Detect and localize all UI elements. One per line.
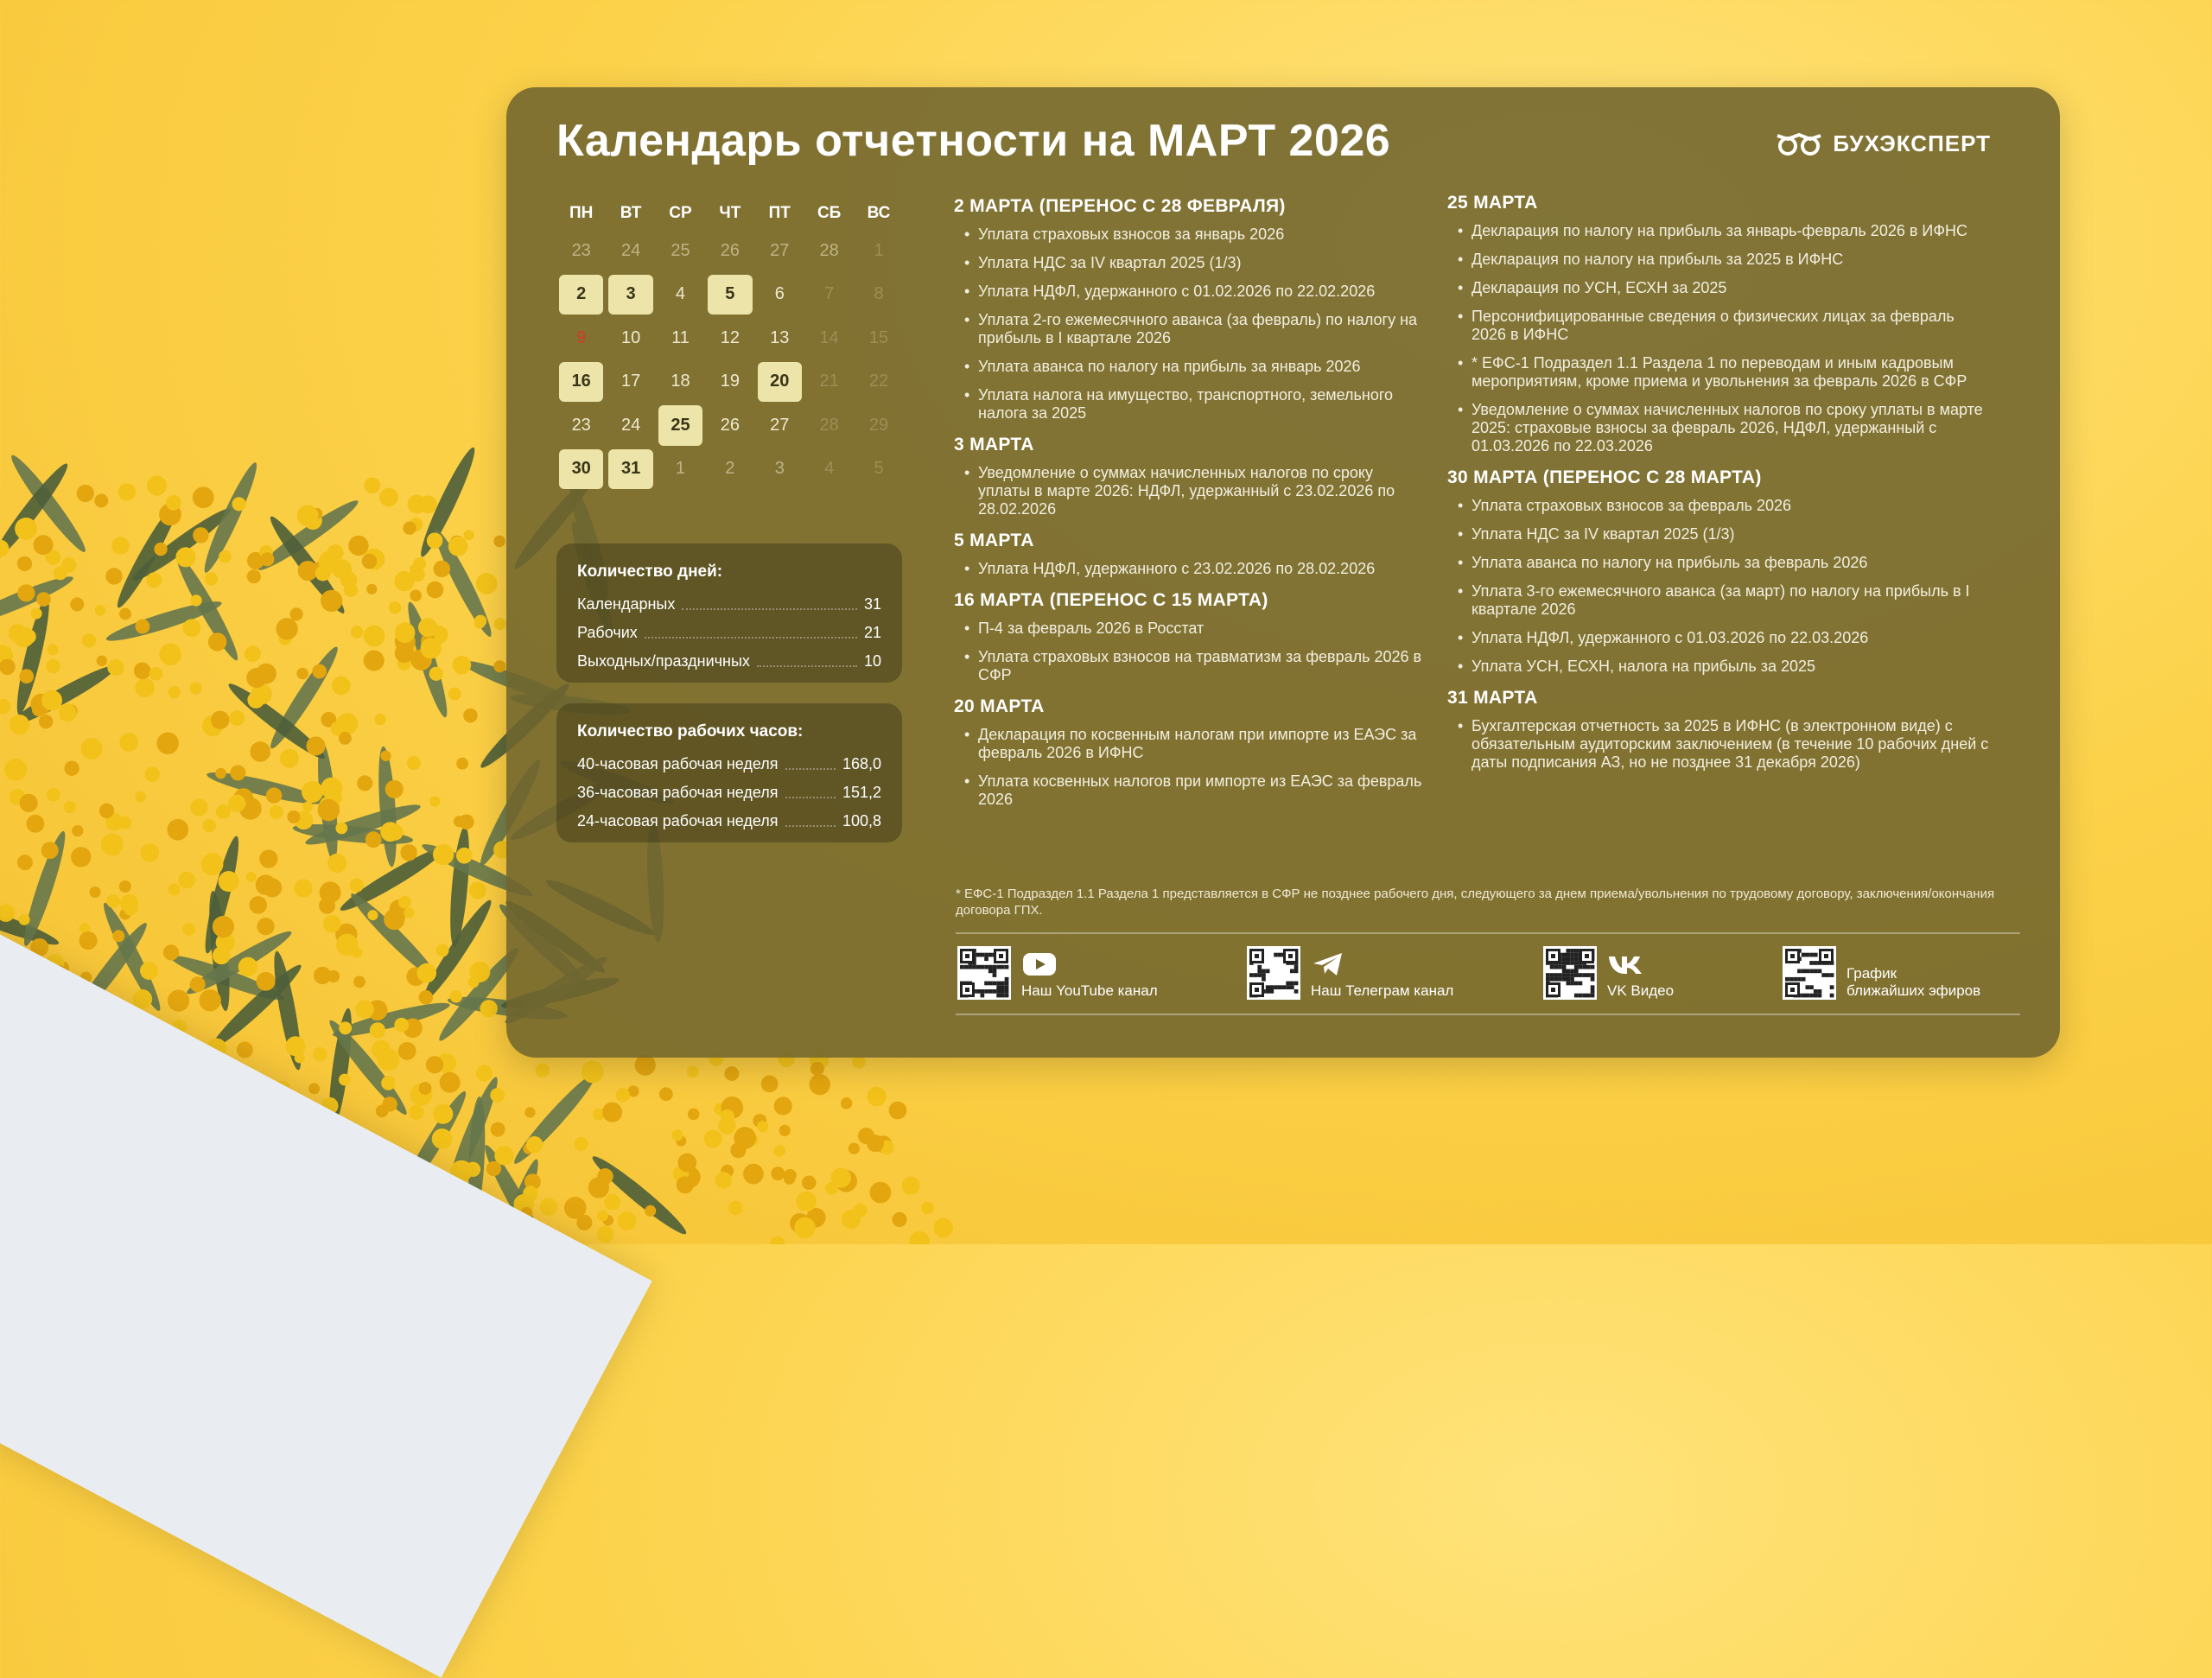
calendar-week-row: [556, 404, 909, 448]
calendar-day: 23: [571, 415, 591, 435]
deadline-item: • П-4 за февраль 2026 в Росстат: [954, 620, 1425, 638]
days-count-row: [577, 590, 881, 619]
deadline-item: • Уплата страховых взносов за январь 2026: [954, 226, 1425, 244]
row-value: 31: [863, 595, 881, 613]
row-label: Рабочих: [577, 624, 638, 641]
qr-code-icon: [1543, 946, 1597, 1000]
calendar-week-row: [556, 229, 909, 273]
deadline-item: • Уплата НДФЛ, удержанного с 01.02.2026 по 22.02.2026: [954, 283, 1425, 301]
weekday-label: ПТ: [768, 204, 791, 222]
calendar-day: 19: [720, 372, 740, 391]
deadline-item: • Уплата налога на имущество, транспортного, земельного налога за 2025: [954, 386, 1425, 423]
weekday-label: ПН: [569, 204, 594, 222]
work-hours-box: [556, 703, 902, 842]
vk-video-link[interactable]: [1543, 946, 1674, 1000]
row-label: Выходных/праздничных: [577, 652, 750, 670]
weekday-header: [556, 198, 909, 229]
telegram-label: Наш Телеграм канал: [1311, 982, 1454, 999]
calendar-day-deadline: 5: [708, 275, 752, 315]
calendar-panel: [506, 87, 2060, 1058]
youtube-link[interactable]: [957, 946, 1158, 1000]
deadline-item: • Уплата НДФЛ, удержанного с 01.03.2026 по 22.03.2026: [1447, 629, 1992, 647]
calendar-day: 29: [868, 415, 889, 435]
deadline-item: • Декларация по налогу на прибыль за январь-февраль 2026 в ИФНС: [1447, 222, 1992, 240]
calendar-day: 24: [620, 415, 641, 435]
row-label: 36-часовая рабочая неделя: [577, 784, 779, 801]
deadline-date-heading: 25 МАРТА: [1447, 193, 1538, 213]
calendar-day: 25: [671, 240, 690, 260]
calendar-day: 27: [770, 240, 790, 260]
days-count-row: [577, 647, 881, 676]
calendar-day: 24: [620, 240, 641, 260]
calendar-week-row: [556, 360, 909, 404]
calendar-day: 21: [819, 372, 839, 391]
deadline-item: • Уплата НДФЛ, удержанного с 23.02.2026 по 28.02.2026: [954, 560, 1425, 578]
deadline-list: [954, 620, 1425, 684]
telegram-link[interactable]: [1247, 946, 1453, 1000]
vk-icon: [1607, 951, 1643, 977]
deadlines-column-left: [954, 196, 1425, 821]
divider: [956, 1014, 2020, 1015]
row-value: 100,8: [842, 812, 881, 829]
brand-logo: [1776, 130, 1991, 157]
row-label: 40-часовая рабочая неделя: [577, 755, 779, 772]
deadline-item: • Уплата НДС за IV квартал 2025 (1/3): [954, 254, 1425, 272]
deadlines-column-right: [1447, 193, 1992, 784]
deadline-item: • Уплата косвенных налогов при импорте из ЕАЭС за февраль 2026: [954, 772, 1425, 809]
youtube-label: Наш YouTube канал: [1021, 982, 1158, 999]
divider: [956, 932, 2020, 934]
calendar-day: 23: [571, 240, 591, 260]
weekday-label: СР: [669, 204, 692, 222]
calendar-day: 17: [620, 372, 641, 391]
deadline-date-heading: 16 МАРТА (ПЕРЕНОС С 15 МАРТА): [954, 590, 1268, 610]
qr-code-icon: [957, 946, 1011, 1000]
days-count-box: [556, 543, 902, 683]
deadline-item: • Уведомление о суммах начисленных налогов по сроку уплаты в марте 2025: страховые взносы за февраль 2026, НДФЛ, удержанный с 01.03.2026 по 22.03.2026: [1447, 401, 1992, 455]
calendar-day: 13: [770, 327, 790, 347]
deadline-item: • Уплата 3-го ежемесячного аванса (за март) по налогу на прибыль в I квартале 2026: [1447, 582, 1992, 619]
deadline-date-heading: 3 МАРТА: [954, 435, 1034, 454]
deadline-date-heading: 20 МАРТА: [954, 696, 1045, 716]
deadline-item: • Декларация по УСН, ЕСХН за 2025: [1447, 279, 1992, 297]
schedule-label-line1: График: [1847, 965, 1897, 982]
calendar-day: 9: [576, 327, 587, 347]
deadline-list: [954, 226, 1425, 423]
row-value: 10: [863, 652, 881, 670]
deadline-date-heading: 30 МАРТА (ПЕРЕНОС С 28 МАРТА): [1447, 467, 1762, 487]
brand-name: БУХЭКСПЕРТ: [1833, 130, 1991, 156]
deadline-list: [954, 560, 1425, 578]
deadline-date-heading: 31 МАРТА: [1447, 688, 1538, 708]
footnote: * ЕФС-1 Подраздел 1.1 Раздела 1 представляется в СФР не позднее рабочего дня, следующего за днем приема/увольнения по трудовому договору, заключения/окончания договора ГПХ.: [956, 887, 1995, 918]
days-count-row: [577, 619, 881, 647]
schedule-link[interactable]: [1783, 946, 1980, 1000]
calendar-day: 28: [819, 240, 839, 260]
calendar-day: 15: [868, 327, 889, 347]
youtube-icon: [1021, 951, 1058, 977]
calendar-week-row: [556, 273, 909, 317]
calendar-day: 4: [824, 459, 835, 479]
calendar-day-deadline: 30: [559, 449, 603, 490]
calendar-day-deadline: 2: [559, 275, 603, 315]
calendar-day: 6: [774, 284, 785, 304]
calendar-day: 1: [874, 240, 884, 260]
owl-logo-icon: [1776, 132, 1822, 156]
month-calendar: [556, 198, 909, 491]
calendar-day-deadline: 3: [608, 275, 652, 315]
calendar-day-deadline: 31: [608, 449, 652, 490]
row-label: 24-часовая рабочая неделя: [577, 812, 779, 829]
deadline-item: • * ЕФС-1 Подраздел 1.1 Раздела 1 по переводам и иным кадровым мероприятиям, кроме приема и увольнения за февраль 2026 в СФР: [1447, 354, 1992, 391]
calendar-day: 8: [874, 284, 884, 304]
calendar-day: 12: [720, 327, 740, 347]
calendar-day: 27: [770, 415, 790, 435]
deadline-date-heading: 5 МАРТА: [954, 531, 1034, 550]
row-label: Календарных: [577, 595, 676, 613]
deadline-item: • Уплата аванса по налогу на прибыль за февраль 2026: [1447, 554, 1992, 572]
calendar-week-row: [556, 448, 909, 492]
deadline-item: • Декларация по налогу на прибыль за 2025 в ИФНС: [1447, 251, 1992, 269]
calendar-day: 26: [720, 415, 740, 435]
days-count-title: Количество дней:: [577, 563, 723, 581]
work-hours-row: [577, 779, 881, 807]
deadline-item: • Уплата аванса по налогу на прибыль за январь 2026: [954, 358, 1425, 376]
calendar-day: 18: [671, 372, 690, 391]
calendar-day: 4: [675, 284, 686, 304]
deadline-list: [1447, 497, 1992, 676]
deadline-list: [954, 726, 1425, 809]
calendar-day: 3: [774, 459, 785, 479]
calendar-day-deadline: 20: [758, 362, 802, 403]
calendar-day: 11: [671, 327, 690, 347]
work-hours-title: Количество рабочих часов:: [577, 722, 804, 740]
weekday-label: ВТ: [620, 204, 642, 222]
deadline-item: • Уплата 2-го ежемесячного аванса (за февраль) по налогу на прибыль в I квартале 2026: [954, 311, 1425, 347]
vk-label: VK Видео: [1607, 982, 1675, 999]
telegram-icon: [1311, 951, 1347, 977]
calendar-day: 7: [824, 284, 835, 304]
qr-code-icon: [1247, 946, 1300, 1000]
row-value: 168,0: [842, 755, 881, 772]
calendar-day: 26: [720, 240, 740, 260]
calendar-day: 10: [620, 327, 641, 347]
deadline-item: • Бухгалтерская отчетность за 2025 в ИФНС (в электронном виде) с обязательным аудиторским заключением (в течение 10 рабочих дней с даты подписания АЗ, но не позднее 31 декабря 2026): [1447, 717, 1992, 772]
deadline-item: • Персонифицированные сведения о физических лицах за февраль 2026 в ИФНС: [1447, 308, 1992, 344]
calendar-day: 28: [819, 415, 839, 435]
deadline-item: • Декларация по косвенным налогам при импорте из ЕАЭС за февраль 2026 в ИФНС: [954, 726, 1425, 762]
work-hours-row: [577, 750, 881, 779]
row-value: 21: [863, 624, 881, 641]
calendar-day-deadline: 16: [559, 362, 603, 403]
calendar-day: 1: [675, 459, 686, 479]
deadline-item: • Уплата страховых взносов на травматизм за февраль 2026 в СФР: [954, 648, 1425, 684]
deadline-list: [1447, 717, 1992, 772]
page-title: Календарь отчетности на МАРТ 2026: [556, 116, 1391, 166]
calendar-day: 22: [868, 372, 889, 391]
schedule-label-line2: ближайших эфиров: [1847, 982, 1981, 999]
row-value: 151,2: [842, 784, 881, 801]
deadline-item: • Уведомление о суммах начисленных налогов по сроку уплаты в марте 2026: НДФЛ, удержанный с 23.02.2026 по 28.02.2026: [954, 464, 1425, 518]
deadline-item: • Уплата УСН, ЕСХН, налога на прибыль за 2025: [1447, 658, 1992, 676]
weekday-label: ЧТ: [719, 204, 741, 222]
calendar-week-row: [556, 316, 909, 360]
calendar-day: 5: [874, 459, 884, 479]
deadline-item: • Уплата НДС за IV квартал 2025 (1/3): [1447, 525, 1992, 543]
work-hours-row: [577, 807, 881, 836]
deadline-date-heading: 2 МАРТА (ПЕРЕНОС С 28 ФЕВРАЛЯ): [954, 196, 1286, 216]
deadline-item: • Уплата страховых взносов за февраль 2026: [1447, 497, 1992, 515]
deadline-list: [1447, 222, 1992, 455]
weekday-label: СБ: [817, 204, 842, 222]
qr-code-icon: [1783, 946, 1836, 1000]
calendar-day: 14: [819, 327, 839, 347]
deadline-list: [954, 464, 1425, 518]
calendar-day-deadline: 25: [658, 405, 702, 446]
weekday-label: ВС: [867, 204, 891, 222]
calendar-day: 2: [725, 459, 735, 479]
